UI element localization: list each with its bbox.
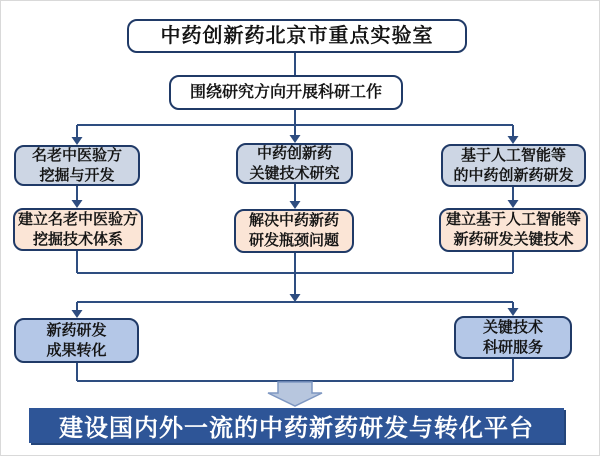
task-line: 解决中药新药 xyxy=(248,212,339,229)
goal-text: 建设国内外一流的中药新药研发与转化平台 xyxy=(59,415,534,442)
goal-banner xyxy=(29,408,564,443)
task-line: 建立名老中医验方 xyxy=(17,210,138,228)
task-line: 挖掘技术体系 xyxy=(32,230,123,248)
task-box-solve-bottleneck xyxy=(234,209,354,253)
arrow-down-icon xyxy=(72,137,83,145)
direction-line: 挖掘与开发 xyxy=(39,166,115,184)
task-line: 建立基于人工智能等 xyxy=(445,211,581,228)
task-box-ai-key-technology xyxy=(439,208,588,252)
block-arrow-down-icon xyxy=(268,382,322,406)
direction-line: 名老中医验方 xyxy=(31,146,122,164)
arrow-down-icon xyxy=(290,135,301,143)
outcome-line: 关键技术 xyxy=(482,318,543,336)
arrow-down-icon xyxy=(72,200,83,208)
outcome-line: 科研服务 xyxy=(482,338,543,356)
arrow-down-icon xyxy=(508,136,519,144)
task-line: 研发瓶颈问题 xyxy=(248,232,339,249)
arrow-down-icon xyxy=(508,200,519,208)
title-text: 中药创新药北京市重点实验室 xyxy=(160,25,434,47)
direction-box-ai-based xyxy=(441,144,586,187)
direction-line: 基于人工智能等 xyxy=(460,146,566,164)
outcome-box-achievement-transformation xyxy=(14,318,139,363)
title-box xyxy=(127,19,467,53)
subtitle-box xyxy=(169,75,403,110)
arrow-down-icon xyxy=(72,310,83,318)
outcome-box-research-service xyxy=(454,316,572,359)
direction-box-key-technology xyxy=(236,143,353,184)
task-line: 新药研发关键技术 xyxy=(453,231,574,248)
direction-line: 中药创新药 xyxy=(256,144,332,162)
arrow-down-icon xyxy=(508,308,519,316)
subtitle-text: 围绕研究方向开展科研工作 xyxy=(189,83,382,101)
outcome-line: 新药研发 xyxy=(46,321,107,339)
direction-line: 关键技术研究 xyxy=(249,164,340,182)
direction-line: 的中药创新药研发 xyxy=(453,166,574,184)
outcome-line: 成果转化 xyxy=(46,341,107,359)
arrow-down-icon xyxy=(290,201,301,209)
direction-box-famous-tcm-prescriptions xyxy=(14,145,140,186)
task-box-prescription-mining-system xyxy=(13,208,143,251)
arrow-down-icon xyxy=(290,294,301,302)
